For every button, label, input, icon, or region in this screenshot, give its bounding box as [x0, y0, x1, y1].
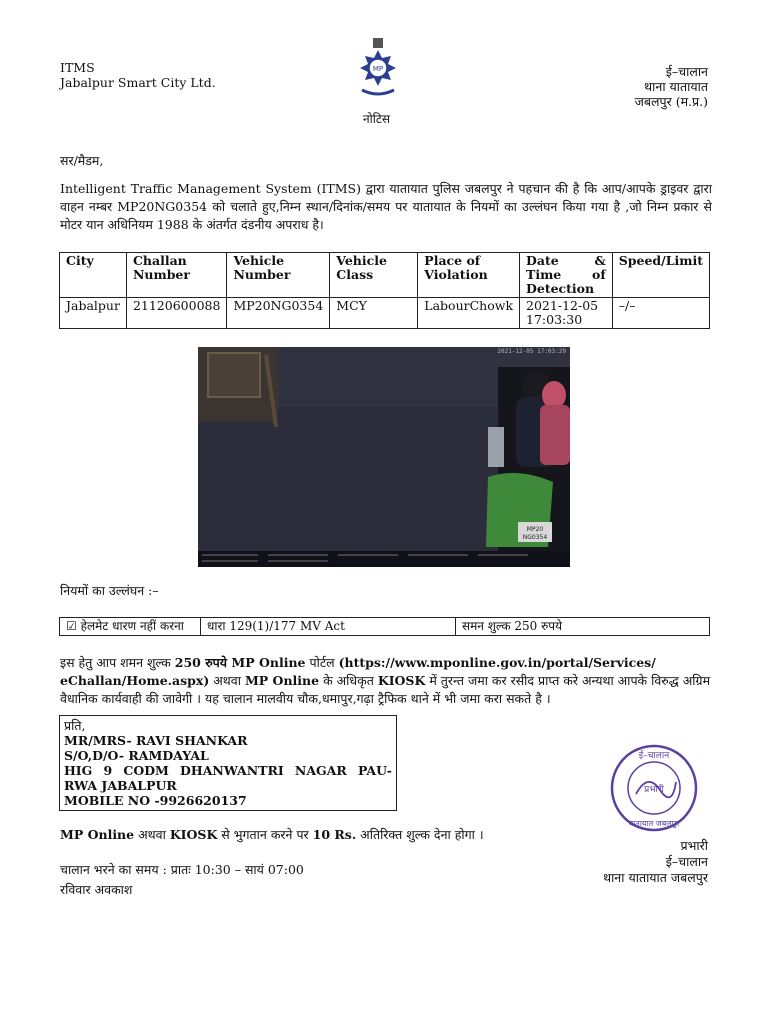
payment-authorised: के अधिकृत [323, 673, 374, 688]
recipient-name: MR/MRS- RAVI SHANKAR [64, 733, 248, 748]
payment-rest: में तुरन्त जमा कर रसीद प्राप्त करे अन्यथा आपके विरुद्ध अग्रिम वैधानिक कार्यवाही की जावेगी । यह चालान मालवीय चौक,धमापुर,गढ़ा ट्रैफिक थाने में भी जमा करा सकते है । [60, 673, 711, 706]
table-row [60, 618, 710, 636]
signatory-station: थाना यातायात जबलपुर [603, 870, 708, 885]
office-block [635, 64, 708, 109]
cell-city: Jabalpur [60, 298, 127, 329]
cell-datetime [520, 298, 613, 329]
recipient-relation: S/O,D/O- RAMDAYAL [64, 748, 209, 763]
police-emblem-icon [350, 36, 406, 104]
payment-prefix: इस हेतु आप शमन शुल्क [60, 655, 171, 670]
extra-kiosk: KIOSK [169, 827, 218, 842]
violation-table [59, 252, 710, 329]
seal-bottom-text: यातायात जबलपुर [628, 819, 680, 828]
signatory-block [603, 838, 708, 886]
cell-speed: –/– [612, 298, 709, 329]
rules-violation-label: नियमों का उल्लंघन :– [60, 583, 159, 598]
offence-description-cell [60, 618, 201, 636]
plate-line2: NG0354 [522, 534, 548, 541]
issuer-block [60, 60, 216, 90]
recipient-address-line1: HIG 9 CODM DHANWANTRI NAGAR PAU- [64, 763, 392, 778]
extra-mponline: MP Online [60, 827, 135, 842]
plate-line1: MP20 [526, 526, 544, 533]
extra-or: अथवा [138, 827, 166, 842]
payment-portal-link[interactable]: (https://www.mponline.gov.in/portal/Services/ eChallan/Home.aspx) [60, 655, 656, 688]
timing-holiday: रविवार अवकाश [60, 882, 133, 897]
extra-fee-note [60, 826, 484, 843]
payment-or: अथवा [213, 673, 241, 688]
recipient-address [59, 715, 397, 811]
payment-timing [60, 860, 304, 900]
recipient-mobile: MOBILE NO -9926620137 [64, 793, 247, 808]
issuer-company: Jabalpur Smart City Ltd. [60, 75, 216, 90]
seal-inner-text: प्रभारी [644, 785, 664, 795]
seal-top-text: ई–चालान [638, 751, 670, 761]
timing-hours: चालान भरने का समय : प्रातः 10:30 – सायं 07:00 [60, 862, 304, 877]
office-echallan: ई–चालान [665, 64, 708, 79]
cell-date: 2021-12-05 [526, 298, 599, 313]
signatory-title: प्रभारी [680, 838, 708, 853]
signatory-dept: ई–चालान [665, 854, 708, 869]
greeting: सर/मैडम, [60, 153, 104, 168]
table-row [60, 298, 710, 329]
header-challan: Challan Number [126, 253, 226, 298]
offence-fine: समन शुल्क 250 रुपये [456, 618, 710, 636]
address-to: प्रति, [64, 718, 86, 733]
header-vehicle-number: Vehicle Number [227, 253, 330, 298]
header-vehicle-class: Vehicle Class [330, 253, 418, 298]
evidence-photo [198, 347, 570, 567]
official-seal-icon [604, 742, 704, 834]
header-speed: Speed/Limit [612, 253, 709, 298]
recipient-address-line2: RWA JABALPUR [64, 778, 177, 793]
office-city: जबलपुर (म.प्र.) [634, 94, 708, 109]
cell-time: 17:03:30 [526, 312, 583, 327]
cell-vehicle-class: MCY [330, 298, 418, 329]
payment-instructions [60, 654, 712, 708]
extra-middle: से भुगतान करने पर [221, 827, 309, 842]
offence-table [59, 617, 710, 636]
payment-mponline: MP Online [244, 673, 320, 688]
emblem-text: MP [372, 65, 384, 73]
extra-amount: 10 Rs. [312, 827, 357, 842]
checkbox-icon: ☑ [66, 619, 77, 633]
office-station: थाना यातायात [644, 79, 708, 94]
cell-vehicle-number: MP20NG0354 [227, 298, 330, 329]
header-city: City [60, 253, 127, 298]
intro-paragraph: Intelligent Traffic Management System (ITMS) द्वारा यातायात पुलिस जबलपुर ने पहचान की है कि आप/आपके ड्राइवर द्वारा वाहन नम्बर MP20NG0354 को चलाते हुए,निम्न स्थान/दिनांक/समय पर यातायात के नियमों का उल्लंघन किया गया है ,जो निम्न प्रकार से मोटर यान अधिनियम 1988 के अंतर्गत दंडनीय अपराध है। [60, 181, 712, 232]
issuer-name: ITMS [60, 60, 95, 75]
violation-table-header [60, 253, 710, 298]
cell-challan: 21120600088 [126, 298, 226, 329]
notice-label: नोटिस [363, 112, 391, 126]
payment-kiosk: KIOSK [377, 673, 426, 688]
photo-timestamp: 2021-12-05 17:03:29 [497, 348, 566, 355]
header-datetime: Date & Time of Detection [520, 253, 613, 298]
payment-portal-word: पोर्टल [309, 655, 335, 670]
offence-section: धारा 129(1)/177 MV Act [201, 618, 456, 636]
cell-place: LabourChowk [418, 298, 520, 329]
payment-amount: 250 रुपये MP Online [174, 655, 306, 670]
evidence-scene [198, 347, 570, 567]
header-place: Place of Violation [418, 253, 520, 298]
extra-end: अतिरिक्त शुल्क देना होगा । [360, 827, 484, 842]
offence-description: हेलमेट धारण नहीं करना [80, 619, 184, 633]
